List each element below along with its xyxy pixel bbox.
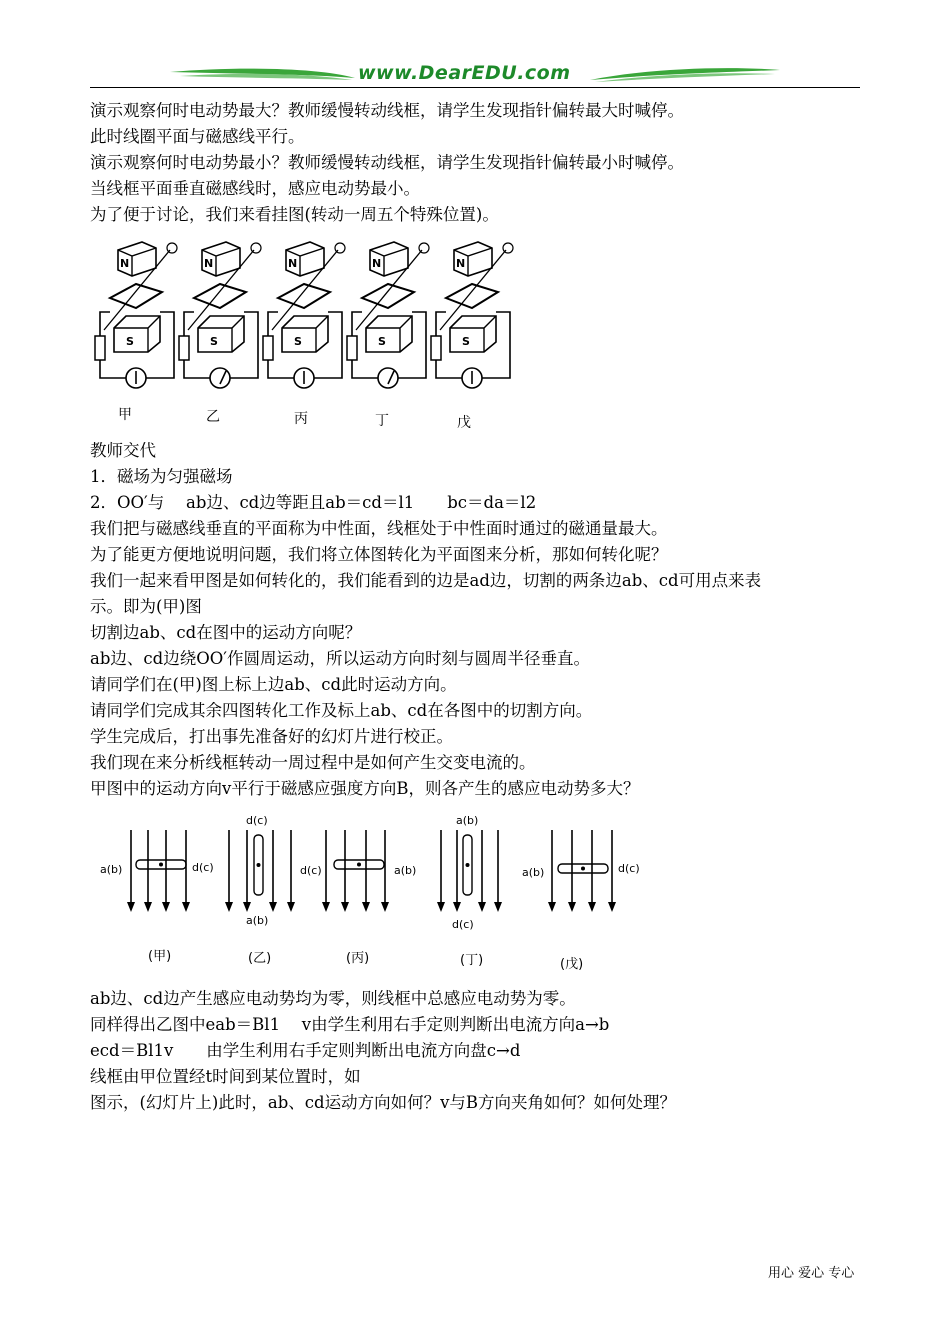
text-line: 示。即为(甲)图 <box>90 597 202 616</box>
field-arrowhead <box>548 902 556 912</box>
field-arrowhead <box>127 902 135 912</box>
axis-dot <box>466 863 470 867</box>
text-line: 我们现在来分析线框转动一周过程中是如何产生交变电流的。 <box>90 753 536 772</box>
field-arrowhead <box>243 902 251 912</box>
text-line: 切割边ab、cd在图中的运动方向呢？ <box>90 623 362 642</box>
pole-n-label: N <box>204 257 214 270</box>
figure-caption: 乙 <box>206 409 220 425</box>
generator-unit <box>179 242 261 388</box>
text-line: 请同学们完成其余四图转化工作及标上ab、cd在各图中的切割方向。 <box>90 701 593 720</box>
generator-unit <box>347 242 429 388</box>
generator-unit <box>263 242 345 388</box>
pole-s-label: S <box>126 335 134 348</box>
text-line: 教师交代 <box>90 441 156 460</box>
axis-dot <box>257 863 261 867</box>
pole-n-label: N <box>120 257 130 270</box>
figure-caption: (丁) <box>460 953 484 968</box>
text-line: 同样得出乙图中eab＝Bl1 v由学生利用右手定则判断出电流方向a→b <box>90 1015 610 1034</box>
text-line: 图示，(幻灯片上)此时，ab、cd运动方向如何？v与B方向夹角如何？如何处理？ <box>90 1093 677 1112</box>
figure-caption: 丙 <box>294 411 308 427</box>
pole-n-label: N <box>372 257 382 270</box>
field-arrowhead <box>287 902 295 912</box>
label-ding-bottom: d(c) <box>452 918 474 931</box>
label-jia-right: d(c) <box>192 861 214 874</box>
field-arrowhead <box>588 902 596 912</box>
text-line: 演示观察何时电动势最大？教师缓慢转动线框，请学生发现指针偏转最大时喊停。 <box>90 101 684 120</box>
label-jia-left: a(b) <box>100 863 123 876</box>
header-rule <box>90 87 860 88</box>
figure-caption: (戊) <box>560 957 584 972</box>
text-line: 此时线圈平面与磁感线平行。 <box>90 127 305 146</box>
label-ding-top: a(b) <box>456 814 479 827</box>
site-logo[interactable]: www.DearEDU.com <box>358 62 571 84</box>
field-arrowhead <box>225 902 233 912</box>
pole-s-label: S <box>462 335 470 348</box>
pole-s-label: S <box>210 335 218 348</box>
pole-s-label: S <box>378 335 386 348</box>
axis-dot <box>159 863 163 867</box>
field-arrowhead <box>494 902 502 912</box>
figure-caption: 甲 <box>118 407 132 423</box>
text-line: ab边、cd边产生感应电动势均为零，则线框中总感应电动势为零。 <box>90 989 576 1008</box>
text-line: 学生完成后，打出事先准备好的幻灯片进行校正。 <box>90 727 453 746</box>
generator-units <box>95 242 513 388</box>
pole-n-label: N <box>456 257 466 270</box>
pole-s-label: S <box>294 335 302 348</box>
field-arrowhead <box>608 902 616 912</box>
field-arrowhead <box>322 902 330 912</box>
text-line: 我们把与磁感线垂直的平面称为中性面，线框处于中性面时通过的磁通量最大。 <box>90 519 668 538</box>
text-line: ecd＝Bl1v 由学生利用右手定则判断出电流方向盘c→d <box>90 1041 521 1060</box>
field-arrowhead <box>144 902 152 912</box>
generator-unit <box>95 242 177 388</box>
field-arrowhead <box>437 902 445 912</box>
text-line: 我们一起来看甲图是如何转化的，我们能看到的边是ad边，切割的两条边ab、cd可用点来表 <box>90 571 762 590</box>
axis-dot <box>581 867 585 871</box>
field-arrowhead <box>453 902 461 912</box>
pole-n-label: N <box>288 257 298 270</box>
figure-caption: (乙) <box>248 951 272 966</box>
generator-unit <box>431 242 513 388</box>
field-arrowhead <box>381 902 389 912</box>
text-line: 1．磁场为匀强磁场 <box>90 467 233 486</box>
field-arrowhead <box>341 902 349 912</box>
generator-figure <box>90 232 520 400</box>
text-line: 2．OO′与 ab边、cd边等距且ab＝cd＝l1 bc＝da＝l2 <box>90 493 537 512</box>
field-cross-section-figure <box>96 810 656 980</box>
figure-caption: 丁 <box>375 413 389 429</box>
field-arrowhead <box>269 902 277 912</box>
figure-caption: 戊 <box>457 415 471 431</box>
field-arrowhead <box>362 902 370 912</box>
field-arrowhead <box>568 902 576 912</box>
field-arrowhead <box>162 902 170 912</box>
label-yi-bottom: a(b) <box>246 914 269 927</box>
text-line: 线框由甲位置经t时间到某位置时，如 <box>90 1067 361 1086</box>
field-arrowhead <box>478 902 486 912</box>
text-line: 为了便于讨论，我们来看挂图(转动一周五个特殊位置)。 <box>90 205 499 224</box>
text-line: 甲图中的运动方向v平行于磁感应强度方向B，则各产生的感应电动势多大？ <box>90 779 640 798</box>
text-line: 为了能更方便地说明问题，我们将立体图转化为平面图来分析，那如何转化呢？ <box>90 545 668 564</box>
label-wu-left: a(b) <box>522 866 545 879</box>
axis-dot <box>357 863 361 867</box>
field-arrowhead <box>182 902 190 912</box>
label-bing-left: d(c) <box>300 864 322 877</box>
footer-slogan: 用心 爱心 专心 <box>768 1266 855 1281</box>
label-yi-top: d(c) <box>246 814 268 827</box>
text-line: 请同学们在(甲)图上标上边ab、cd此时运动方向。 <box>90 675 457 694</box>
figure-caption: (甲) <box>148 949 172 964</box>
text-line: 当线框平面垂直磁感线时，感应电动势最小。 <box>90 179 420 198</box>
figure-caption: (丙) <box>346 951 370 966</box>
text-line: 演示观察何时电动势最小？教师缓慢转动线框，请学生发现指针偏转最小时喊停。 <box>90 153 684 172</box>
label-wu-right: d(c) <box>618 862 640 875</box>
text-line: ab边、cd边绕OO′作圆周运动，所以运动方向时刻与圆周半径垂直。 <box>90 649 591 668</box>
label-bing-right: a(b) <box>394 864 417 877</box>
